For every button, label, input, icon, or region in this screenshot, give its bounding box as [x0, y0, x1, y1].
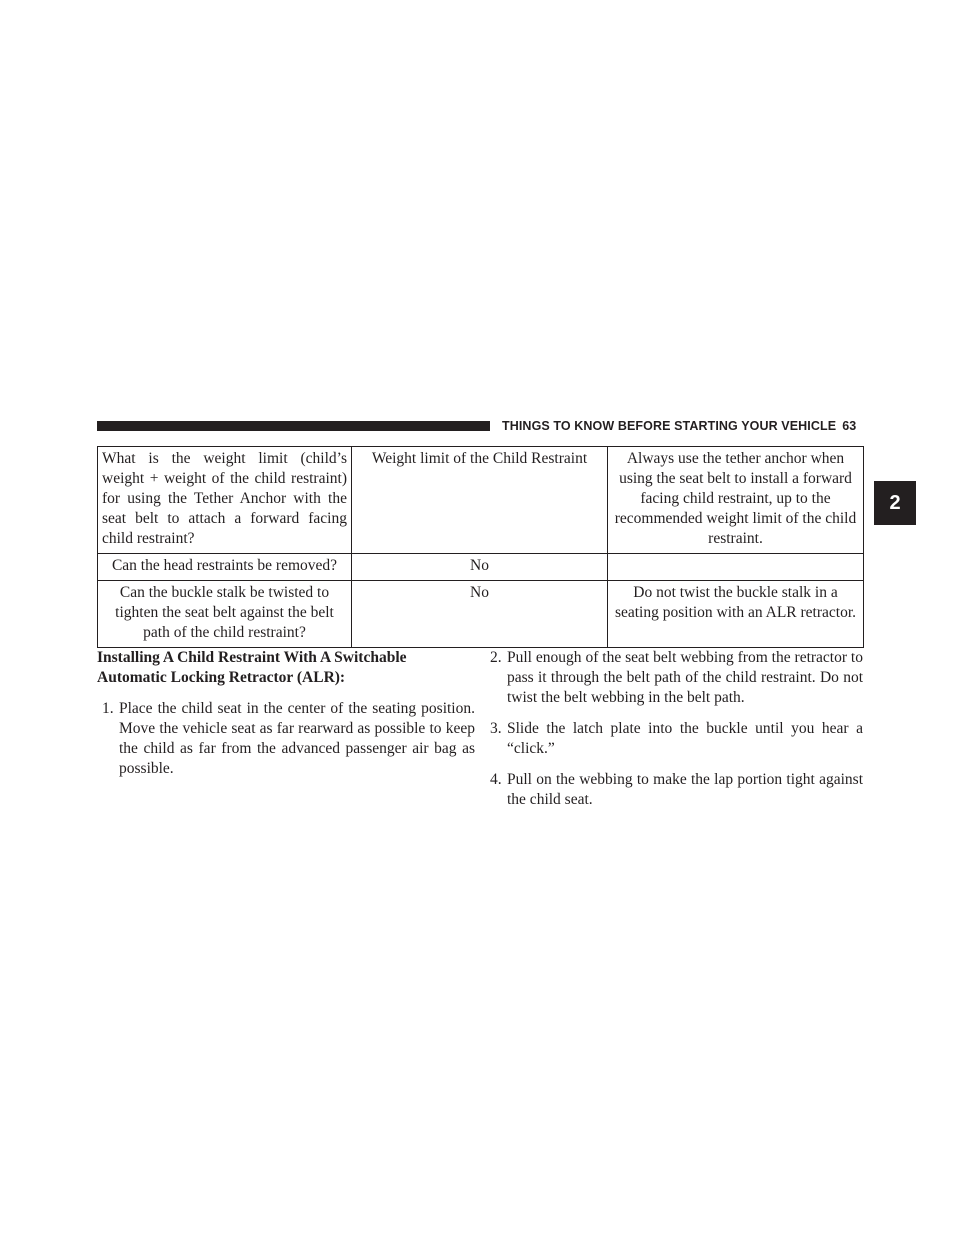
header-rule-bar [97, 421, 490, 431]
table-cell-answer: No [352, 554, 608, 581]
list-item [485, 648, 863, 708]
step-number: 2. [490, 649, 502, 666]
table-row [98, 581, 864, 648]
step-text: Place the child seat in the center of the seating position. Move the vehicle seat as far rearward as possible to keep the child as far from the advanced passenger air bag as possible. [119, 700, 475, 777]
step-number: 1. [102, 700, 114, 717]
table-cell-question: Can the head restraints be removed? [98, 554, 352, 581]
table-cell-note: Do not twist the buckle stalk in a seating position with an ALR retractor. [608, 581, 864, 648]
step-text: Slide the latch plate into the buckle until you hear a “click.” [507, 720, 863, 757]
table-cell-answer: Weight limit of the Child Restraint [352, 447, 608, 554]
step-text: Pull enough of the seat belt webbing from the retractor to pass it through the belt path of the child restraint. Do not twist the belt webbing in the belt path. [507, 649, 863, 706]
table-cell-answer: No [352, 581, 608, 648]
child-restraint-table [97, 446, 864, 648]
list-item [485, 770, 863, 810]
table-row [98, 554, 864, 581]
left-column [97, 648, 475, 790]
step-number: 4. [490, 771, 502, 788]
running-header [502, 418, 863, 434]
table-cell-note [608, 554, 864, 581]
list-item [485, 719, 863, 759]
table-cell-question: What is the weight limit (child’s weight + weight of the child restraint) for using the Tether Anchor with the seat belt to attach a forward facing child restraint? [98, 447, 352, 554]
page-number: 63 [842, 419, 857, 433]
step-number: 3. [490, 720, 502, 737]
chapter-tab[interactable]: 2 [874, 481, 916, 525]
step-text: Pull on the webbing to make the lap portion tight against the child seat. [507, 771, 863, 808]
table-cell-note: Always use the tether anchor when using the seat belt to install a forward facing child restraint, up to the recommended weight limit of the child restraint. [608, 447, 864, 554]
section-title: THINGS TO KNOW BEFORE STARTING YOUR VEHICLE [502, 419, 837, 433]
table-row [98, 447, 864, 554]
section-heading: Installing A Child Restraint With A Switchable Automatic Locking Retractor (ALR): [97, 649, 407, 686]
right-column [485, 648, 863, 821]
list-item [97, 699, 475, 779]
table-cell-question: Can the buckle stalk be twisted to tighten the seat belt against the belt path of the child restraint? [98, 581, 352, 648]
